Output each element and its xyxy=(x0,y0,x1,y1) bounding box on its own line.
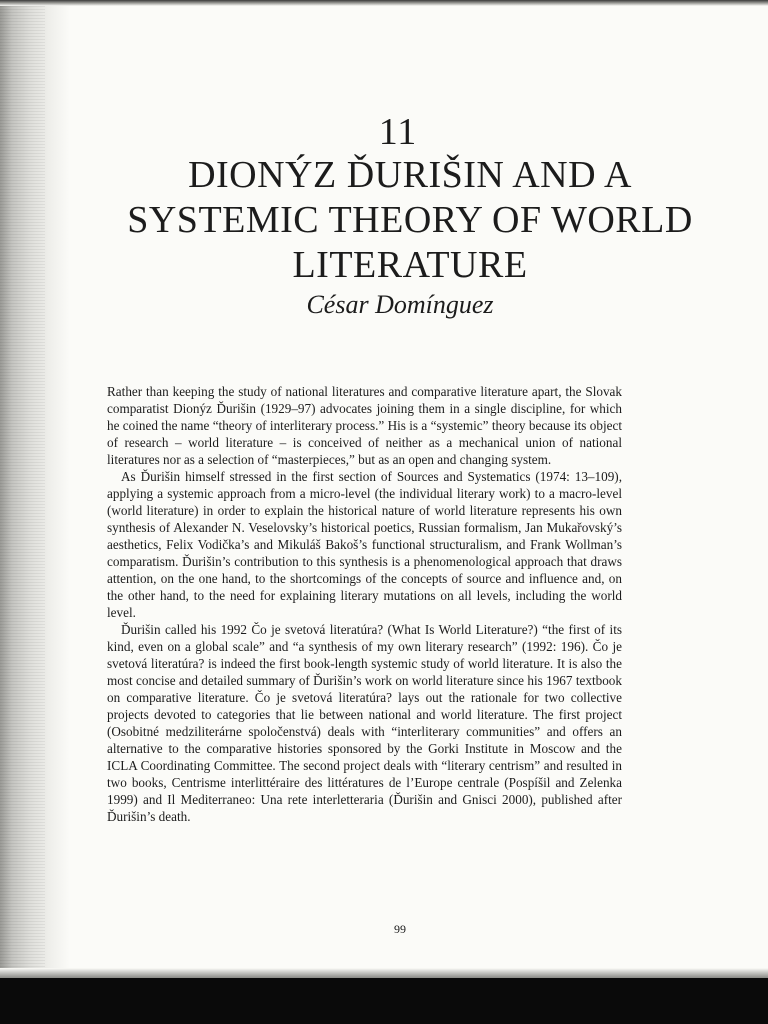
chapter-body xyxy=(107,383,622,825)
scan-bottom-border xyxy=(0,978,768,1024)
chapter-number: 11 xyxy=(378,111,418,153)
body-paragraph: As Ďurišin himself stressed in the first section of Sources and Systematics (1974: 13–109), applying a systemic approach from a micro-level (the individual literary work) to a macro-level (world literature) in order to explain the historical nature of world literature represents his own synthesis of Alexander N. Veselovsky’s historical poetics, Russian formalism, Jan Mukařovský’s aesthetics, Felix Vodička’s and Mikuláš Bakoš’s functional structuralism, and Frank Wollman’s comparatism. Ďurišin’s contribution to this synthesis is a phenomenological approach that draws attention, on the one hand, to the shortcomings of the concepts of source and influence and, on the other hand, to the need for explaining literary mutations on all levels, including the world level. xyxy=(107,469,622,620)
page-number: 99 xyxy=(394,922,406,936)
chapter-author: César Domínguez xyxy=(306,290,494,319)
top-scan-edge xyxy=(0,0,768,6)
chapter-title: DIONÝZ ĎURIŠIN AND A SYSTEMIC THEORY OF WORLD LITERATURE xyxy=(127,154,693,286)
body-paragraph: Ďurišin called his 1992 Čo je svetová literatúra? (What Is World Literature?) “the first of its kind, even on a global scale” and “a synthesis of my own literary research” (1992: 196). Čo je svetová literatúra? is indeed the first book-length systemic study of world literature. It is also the most concise and detailed summary of Ďurišin’s work on world literature since his 1967 textbook on comparative literature. Čo je svetová literatúra? lays out the rationale for two collective projects devoted to categories that lie between national and world literature. The first project (Osobitné medziliterárne spoločenstvá) deals with “interliterary communities” and offers an alternative to the comparative histories sponsored by the Gorki Institute in Moscow and the ICLA Coordinating Committee. The second project deals with “literary centrism” and resulted in two books, Centrisme interlittéraire des littératures de l’Europe centrale (Pospíšil and Zelenka 1999) and Il Mediterraneo: Una rete interletteraria (Ďurišin and Gnisci 2000), published after Ďurišin’s death. xyxy=(107,622,622,824)
body-paragraph: Rather than keeping the study of national literatures and comparative literature apart, the Slovak comparatist Dionýz Ďurišin (1929–97) advocates joining them in a single discipline, for which he coined the name “theory of interliterary process.” His is a “systemic” theory because its object of research – world literature – is conceived of neither as a mechanical union of national literatures nor as a selection of “masterpieces,” but as an open and changing system. xyxy=(107,384,622,467)
bottom-scan-fade xyxy=(0,968,768,978)
